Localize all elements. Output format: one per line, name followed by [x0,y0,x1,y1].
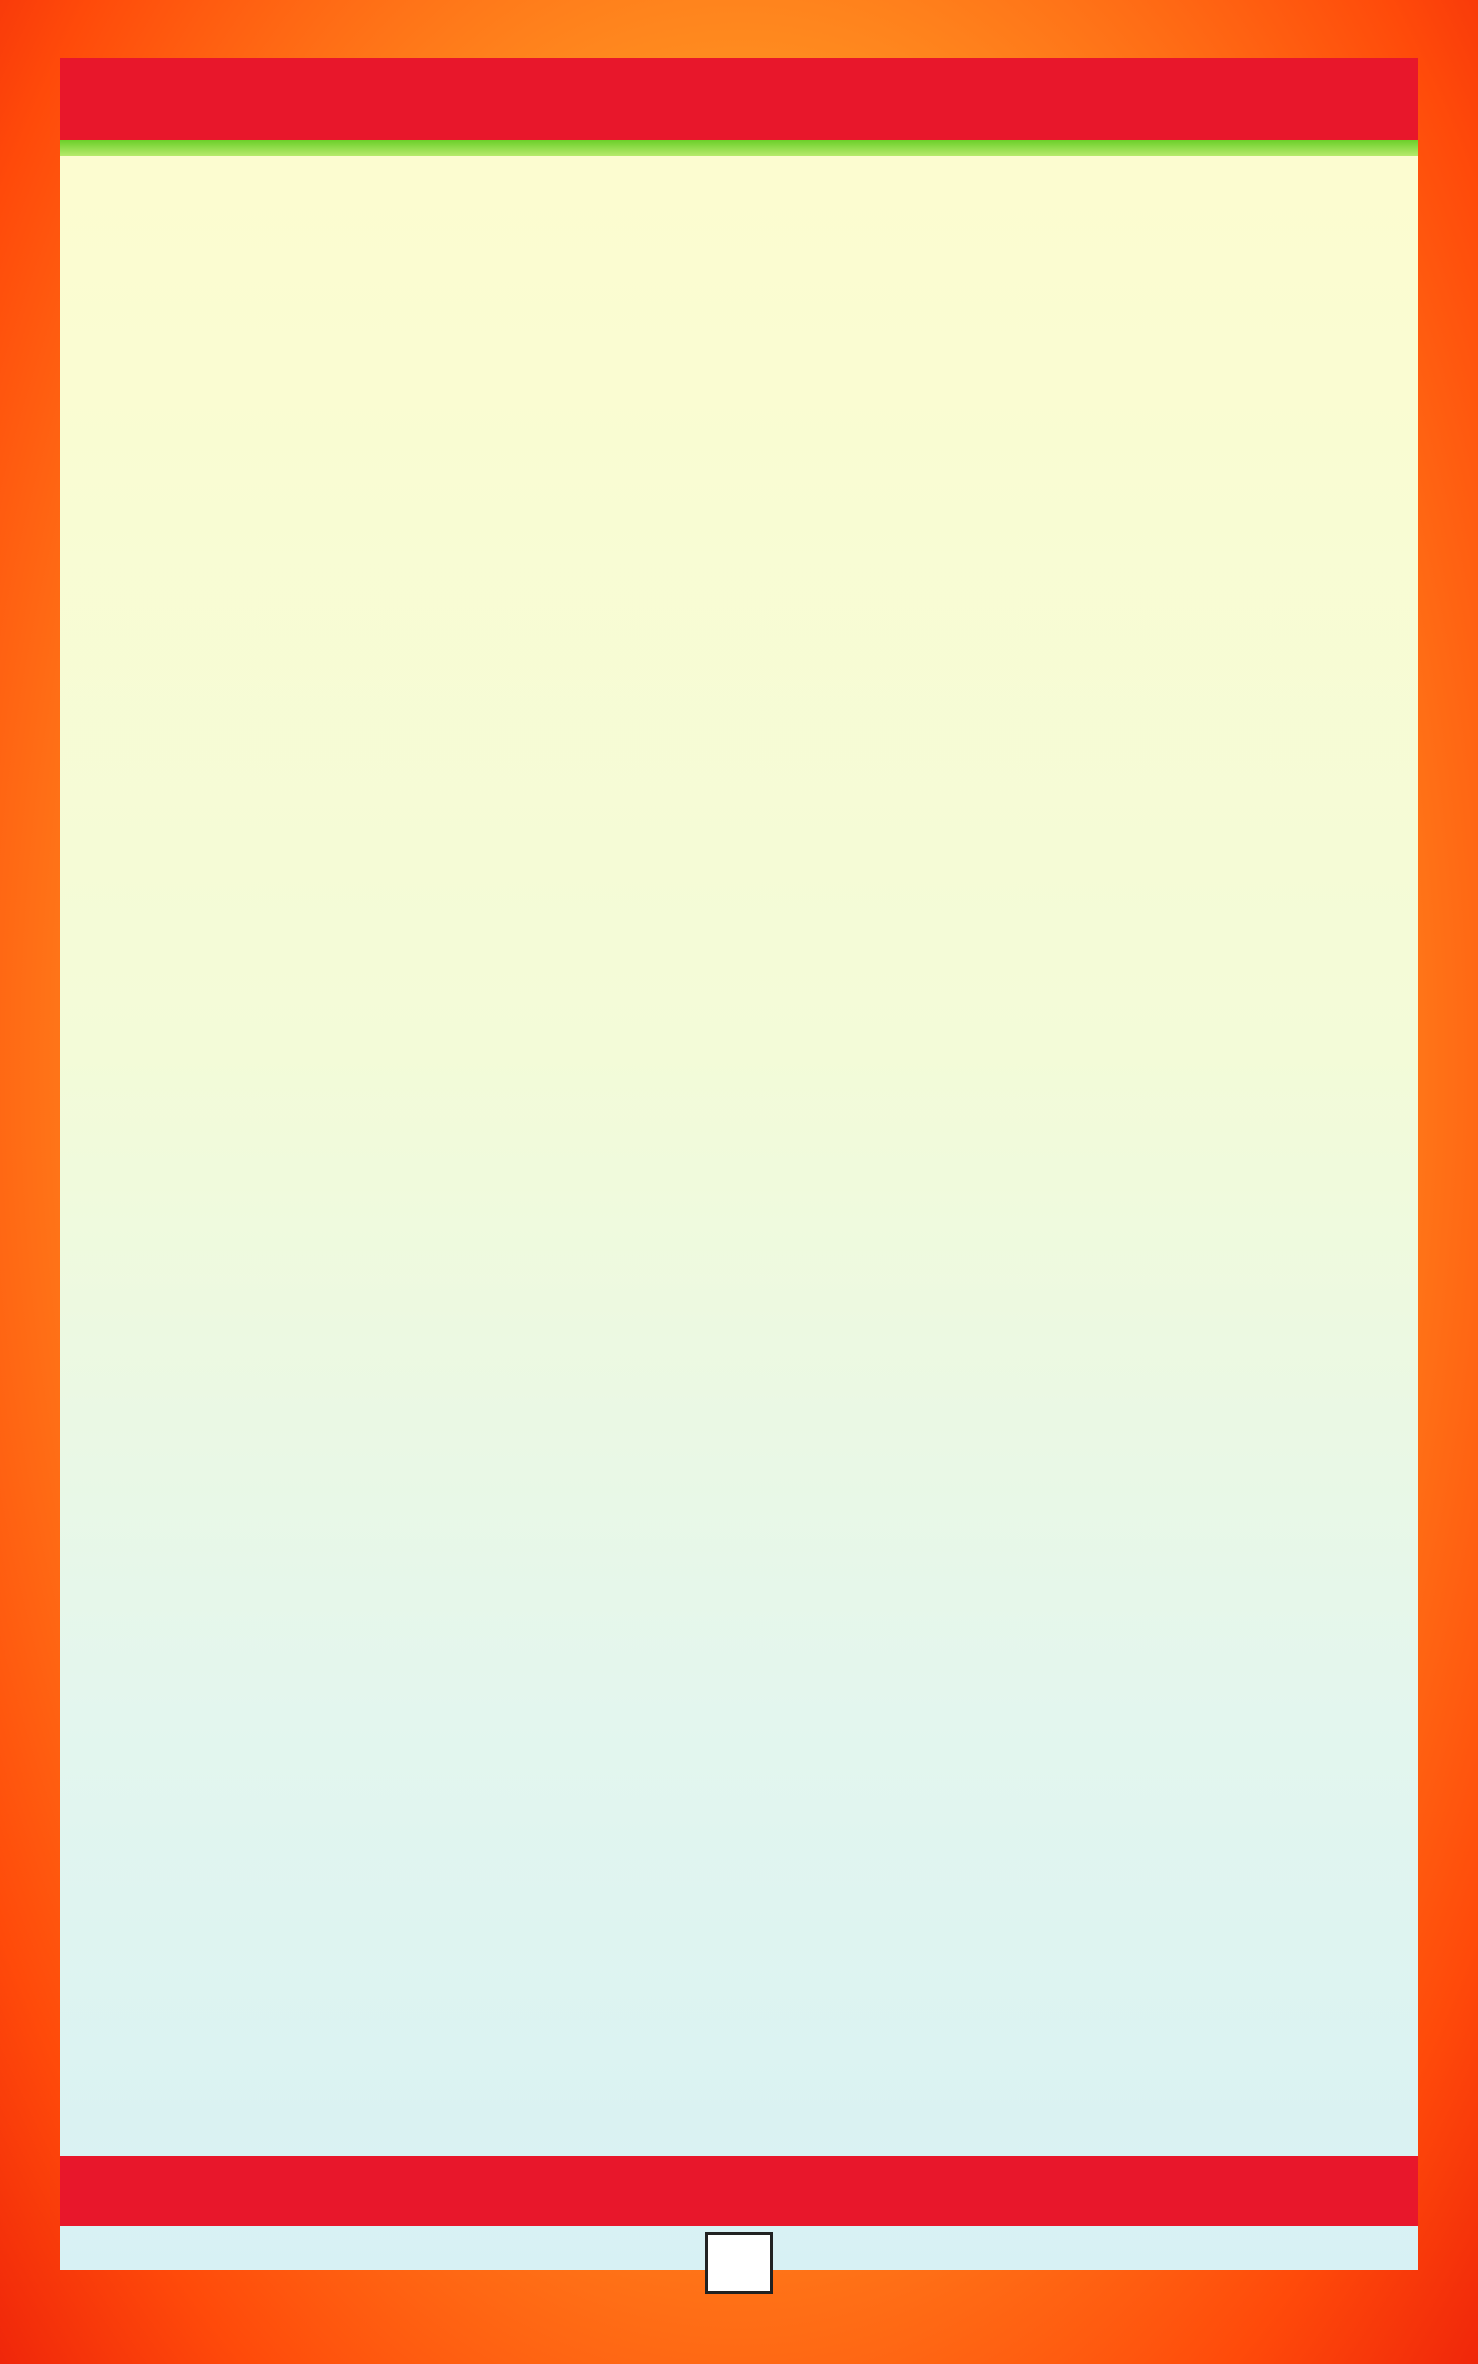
page-number [705,2232,773,2294]
footer-band [60,2156,1418,2226]
entry-vad-9 [90,482,1390,522]
green-strip [60,140,1418,156]
top-flower-border [60,58,1418,140]
page-panel [60,58,1418,2270]
page-content [90,178,1390,522]
